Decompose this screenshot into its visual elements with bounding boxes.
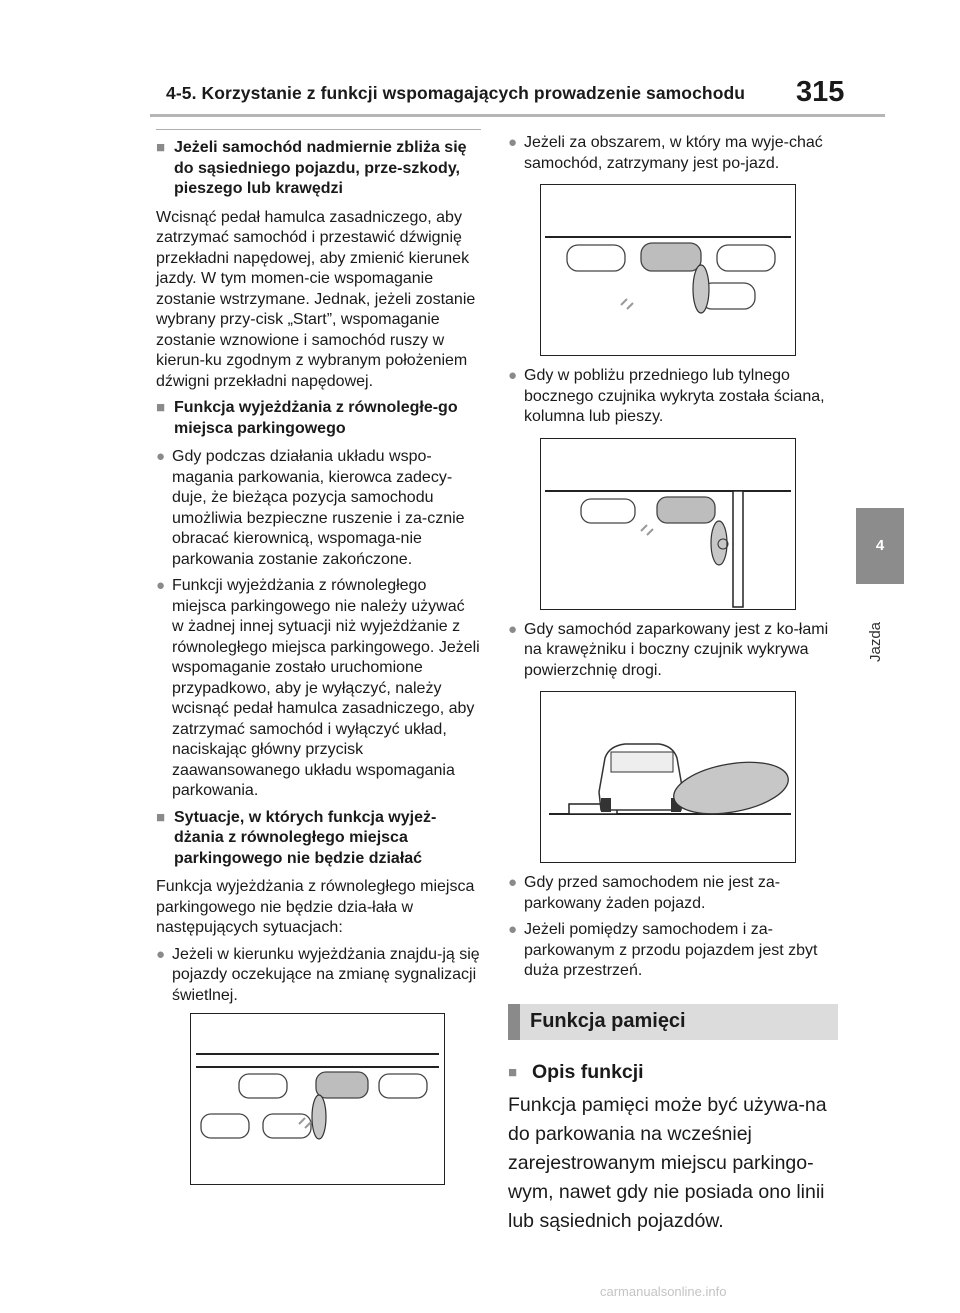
header-rule xyxy=(150,114,885,117)
bullet-item: ● Funkcji wyjeżdżania z równoległego miejsca parkingowego nie należy używać w żadnej innej sytuacji niż wyjeżdżanie z równoległego miejsca parkingowego. Jeżeli wspomaganie zostało uruchomione przypadkowo, aby je wyłączyć, należy wcisnąć pedał hamulca zasadniczego, aby zatrzymać samochód i wyłączyć układ, naciskając główny przycisk zaawansowanego układu wspomagania parkowania. xyxy=(156,576,480,802)
right-column xyxy=(508,133,838,1242)
illustration-stopped-vehicle xyxy=(540,184,796,356)
bullet-item: ● Jeżeli pomiędzy samochodem i za-parkowanym z przodu pojazdem jest zbyt duża przestrzeń. xyxy=(508,920,838,982)
square-bullet-icon: ■ xyxy=(508,1063,518,1081)
section-title-band xyxy=(508,1004,838,1040)
square-bullet-icon: ■ xyxy=(156,139,166,156)
bullet-item: ● Gdy podczas działania układu wspo-magania parkowania, kierowca zadecy-duje, że bieżąca pozycja samochodu umożliwia bezpieczne ruszenie i za-cznie obracać kierownicą, wspomaga-nie parkowania zostanie zakończone. xyxy=(156,447,480,570)
bullet-item: ● Gdy przed samochodem nie jest za-parkowany żaden pojazd. xyxy=(508,873,838,914)
bullet-item: ● Jeżeli w kierunku wyjeżdżania znajdu-ją się pojazdy oczekujące na zmianę sygnalizacji świetlnej. xyxy=(156,945,480,1007)
square-bullet-icon: ■ xyxy=(156,399,166,416)
subheading: ■ Opis funkcji xyxy=(508,1058,838,1087)
section-title: Funkcja pamięci xyxy=(530,1010,686,1033)
circle-bullet-icon: ● xyxy=(156,577,166,594)
left-column xyxy=(156,133,480,1012)
paragraph: Funkcja wyjeżdżania z równoległego miejsca parkingowego nie będzie dzia-łała w następujących sytuacjach: xyxy=(156,878,475,936)
bullet-item: ● Jeżeli za obszarem, w który ma wyje-chać samochód, zatrzymany jest po-jazd. xyxy=(508,133,838,174)
illustration-curb-parking xyxy=(540,691,796,863)
bullet-item: ● Gdy w pobliżu przedniego lub tylnego bocznego czujnika wykryta została ściana, kolumna lub pieszy. xyxy=(508,366,838,428)
circle-bullet-icon: ● xyxy=(508,134,518,151)
paragraph: Funkcja pamięci może być używa-na do parkowania na wcześniej zarejestrowanym miejscu parkingo-wym, nawet gdy nie posiada ono linii lub sąsiednich pojazdów. xyxy=(508,1093,827,1232)
running-header-title: 4-5. Korzystanie z funkcji wspomagających prowadzenie samochodu xyxy=(166,83,746,103)
subheading: ■ Funkcja wyjeżdżania z równoległe-go miejsca parkingowego xyxy=(156,398,480,439)
paragraph: Wcisnąć pedał hamulca zasadniczego, aby zatrzymać samochód i przestawić dźwignię przekładni napędowej, aby zmienić kierunek jazdy. W tym momen-cie wspomaganie zostanie wstrzymane. Jednak, jeżeli zostanie wybrany przy-cisk „Start”, wspomaganie zostanie wznowione i samochód ruszy w kierun-ku zgodnym z wybranym położeniem dźwigni przekładni napędowej. xyxy=(156,208,476,390)
circle-bullet-icon: ● xyxy=(508,921,518,938)
circle-bullet-icon: ● xyxy=(508,620,518,638)
circle-bullet-icon: ● xyxy=(156,448,166,465)
section-rule xyxy=(156,129,481,130)
illustration-wall-column xyxy=(540,438,796,610)
subheading: ■ Sytuacje, w których funkcja wyjeż-dżania z równoległego miejsca parkingowego nie będzie działać xyxy=(156,808,480,870)
illustration-waiting-vehicles xyxy=(190,1013,445,1185)
circle-bullet-icon: ● xyxy=(508,367,518,384)
chapter-tab[interactable]: 4 xyxy=(856,508,904,584)
square-bullet-icon: ■ xyxy=(156,808,166,826)
bullet-item: ● Gdy samochód zaparkowany jest z ko-łami na krawężniku i boczny czujnik wykrywa powierzchnię drogi. xyxy=(508,620,838,682)
subheading: ■ Jeżeli samochód nadmiernie zbliża się do sąsiedniego pojazdu, prze-szkody, pieszego lub krawędzi xyxy=(156,138,480,200)
circle-bullet-icon: ● xyxy=(508,874,518,891)
circle-bullet-icon: ● xyxy=(156,945,166,963)
chapter-tab-label: Jazda xyxy=(867,621,884,662)
section-marker xyxy=(508,1004,520,1040)
page-number: 315 xyxy=(796,76,845,108)
watermark[interactable]: carmanualsonline.info xyxy=(600,1284,727,1299)
